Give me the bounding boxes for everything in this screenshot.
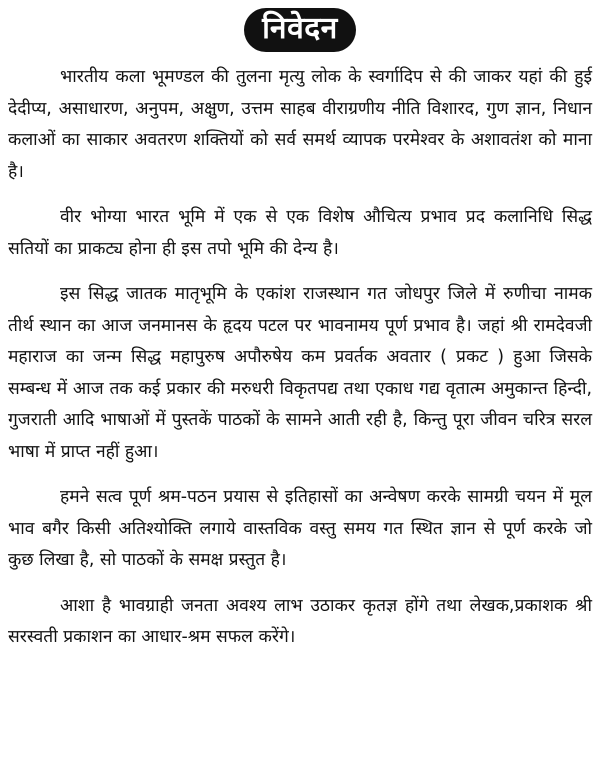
paragraph-2: वीर भोग्या भारत भूमि में एक से एक विशेष औचित्य प्रभाव प्रद कलानिधि सिद्ध सतियों का प्राकट्य होना ही इस तपो भूमि की देन्य है।	[8, 207, 592, 259]
title-wrap	[8, 8, 592, 52]
paragraph-1: भारतीय कला भूमण्डल की तुलना मृत्यु लोक के स्वर्गादिप से की जाकर यहां की हुई देदीप्य, असाधारण, अनुपम, अक्षुण, उत्तम साहब वीराग्रणीय नीति विशारद, गुण ज्ञान, निधान कलाओं का साकार अवतरण शक्तियों को सर्व समर्थ व्यापक परमेश्वर के अशावतंश को माना है।	[8, 67, 592, 182]
paragraph-4: हमने सत्व पूर्ण श्रम-पठन प्रयास से इतिहासों का अन्वेषण करके सामग्री चयन में मूल भाव बगैर किसी अतिश्योक्ति लगाये वास्तविक वस्तु समय गत स्थित ज्ञान से पूर्ण करके जो कुछ लिखा है, सो पाठकों के समक्ष प्रस्तुत है।	[8, 487, 592, 570]
page-title: निवेदन	[244, 8, 356, 52]
paragraph-3: इस सिद्ध जातक मातृभूमि के एकांश राजस्थान गत जोधपुर जिले में रुणीचा नामक तीर्थ स्थान का आज जनमानस के हृदय पटल पर भावनामय पूर्ण प्रभाव है। जहां श्री रामदेवजी महाराज का जन्म सिद्ध महापुरुष अपौरुषेय कम प्रवर्तक अवतार ( प्रकट ) हुआ जिसके सम्बन्ध में आज तक कई प्रकार की मरुधरी विकृतपद्य तथा एकाध गद्य वृतात्म अमुकान्त हिन्दी, गुजराती आदि भाषाओं में पुस्तकें पाठकों के सामने आती रही है, किन्तु पूरा जीवन चरित्र सरल भाषा में प्राप्त नहीं हुआ।	[8, 284, 592, 462]
paragraph-5: आशा है भावग्राही जनता अवश्य लाभ उठाकर कृतज्ञ होंगे तथा लेखक,प्रकाशक श्री सरस्वती प्रकाशन का आधार-श्रम सफल करेंगे।	[8, 595, 592, 647]
